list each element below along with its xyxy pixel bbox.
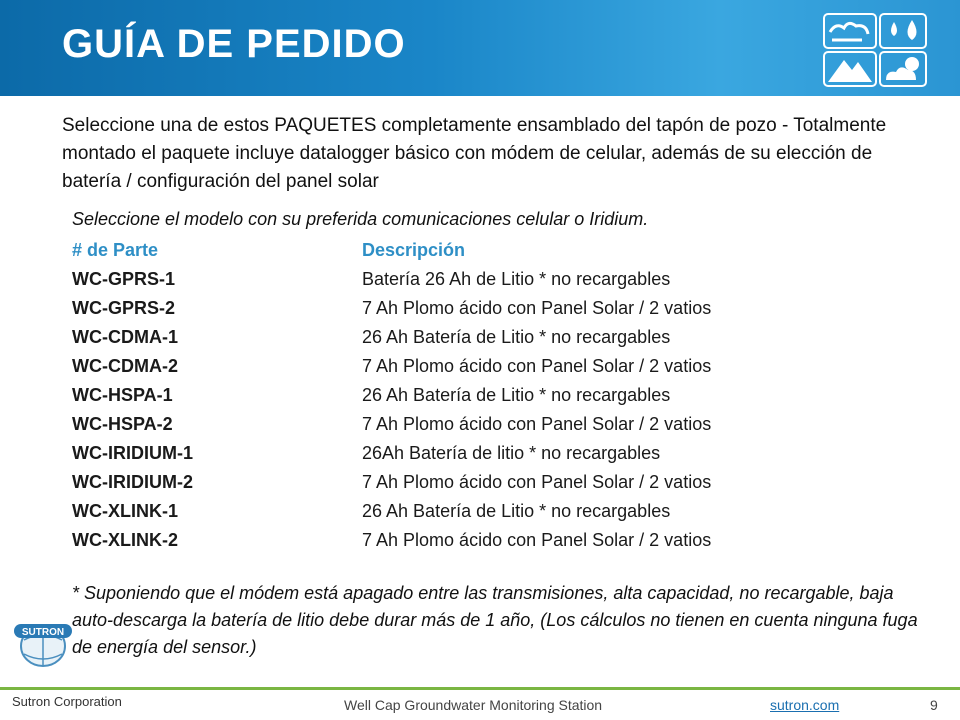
footer-divider (0, 687, 960, 690)
table-row (72, 497, 932, 526)
part-number: WC-IRIDIUM-2 (72, 472, 193, 492)
footer-company: Sutron Corporation (12, 694, 122, 709)
mountain-icon (824, 52, 876, 86)
table-row (72, 468, 932, 497)
water-drops-icon (880, 14, 926, 48)
part-number: WC-GPRS-2 (72, 298, 175, 318)
table-row (72, 381, 932, 410)
table-row (72, 439, 932, 468)
table-row (72, 410, 932, 439)
table-row (72, 352, 932, 381)
part-description: 7 Ah Plomo ácido con Panel Solar / 2 vatios (362, 356, 712, 376)
footer-website-link[interactable]: sutron.com (770, 697, 840, 713)
table-row (72, 526, 932, 555)
order-table (72, 236, 932, 555)
part-number: WC-HSPA-1 (72, 385, 173, 405)
part-column-header: # de Parte (72, 240, 159, 260)
part-description: 26 Ah Batería de Litio * no recargables (362, 327, 671, 347)
part-number: WC-CDMA-1 (72, 327, 178, 347)
logo-text: SUTRON (21, 627, 65, 638)
part-description: 7 Ah Plomo ácido con Panel Solar / 2 vatios (362, 472, 712, 492)
part-description: 26 Ah Batería de Litio * no recargables (362, 501, 671, 521)
cloud-sun-icon (880, 52, 926, 86)
part-number: WC-CDMA-2 (72, 356, 178, 376)
page-number: 9 (930, 697, 938, 713)
table-header-row (72, 236, 932, 265)
table-row (72, 323, 932, 352)
weather-icons (820, 10, 930, 88)
table-row (72, 265, 932, 294)
part-description: 7 Ah Plomo ácido con Panel Solar / 2 vatios (362, 414, 712, 434)
part-number: WC-XLINK-1 (72, 501, 178, 521)
part-description: 7 Ah Plomo ácido con Panel Solar / 2 vatios (362, 298, 712, 318)
part-number: WC-HSPA-2 (72, 414, 173, 434)
part-number: WC-GPRS-1 (72, 269, 175, 289)
description-column-header: Descripción (362, 240, 466, 260)
part-description: 26 Ah Batería de Litio * no recargables (362, 385, 671, 405)
page-title: GUÍA DE PEDIDO (62, 22, 406, 66)
wind-cloud-icon (824, 14, 876, 48)
intro-paragraph: Seleccione una de estos PAQUETES completamente ensamblado del tapón de pozo - Totalmente montado el paquete incluye datalogger básico con módem de celular, además de su elección de batería / configuración del panel solar (62, 115, 887, 192)
part-description: 7 Ah Plomo ácido con Panel Solar / 2 vatios (362, 530, 712, 550)
instruction-text: Seleccione el modelo con su preferida comunicaciones celular o Iridium. (72, 209, 649, 229)
part-number: WC-IRIDIUM-1 (72, 443, 193, 463)
table-row (72, 294, 932, 323)
slide-header (0, 0, 960, 96)
footer-title: Well Cap Groundwater Monitoring Station (344, 697, 603, 713)
footnote: * Suponiendo que el módem está apagado entre las transmisiones, alta capacidad, no recargable, baja auto-descarga la batería de litio debe durar más de 1 año, (Los cálculos no tienen en cuenta ninguna fuga de energía del sensor.) (72, 583, 918, 657)
part-description: Batería 26 Ah de Litio * no recargables (362, 269, 671, 289)
sutron-logo-icon (12, 616, 74, 672)
part-number: WC-XLINK-2 (72, 530, 178, 550)
part-description: 26Ah Batería de litio * no recargables (362, 443, 661, 463)
